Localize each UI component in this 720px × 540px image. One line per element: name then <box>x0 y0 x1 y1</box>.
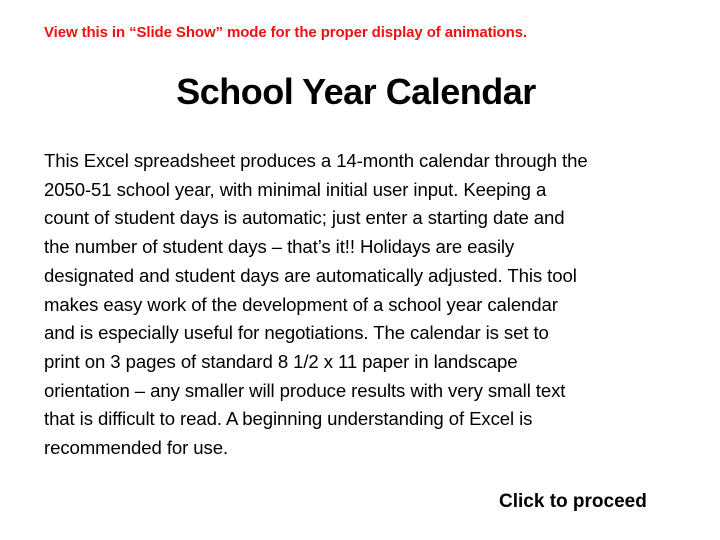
description-line: the number of student days – that’s it!! Holidays are easily <box>44 236 515 258</box>
description-line: designated and student days are automatically adjusted. This tool <box>44 264 577 286</box>
description-line: orientation – any smaller will produce results with very small text <box>44 379 566 401</box>
description-line: makes easy work of the development of a school year calendar <box>44 293 558 315</box>
description-paragraph <box>44 147 704 463</box>
slideshow-notice: View this in “Slide Show” mode for the proper display of animations. <box>44 24 527 41</box>
description-line: that is difficult to read. A beginning understanding of Excel is <box>44 408 533 430</box>
description-line: This Excel spreadsheet produces a 14-month calendar through the <box>44 150 588 171</box>
description-line: and is especially useful for negotiations. The calendar is set to <box>44 322 549 344</box>
proceed-link[interactable]: Click to proceed <box>499 491 647 512</box>
description-line: print on 3 pages of standard 8 1/2 x 11 paper in landscape <box>44 350 518 372</box>
description-line: 2050-51 school year, with minimal initial user input. Keeping a <box>44 178 547 200</box>
slide-title: School Year Calendar <box>176 71 536 112</box>
description-line: recommended for use. <box>44 437 229 459</box>
description-line: count of student days is automatic; just enter a starting date and <box>44 207 565 229</box>
